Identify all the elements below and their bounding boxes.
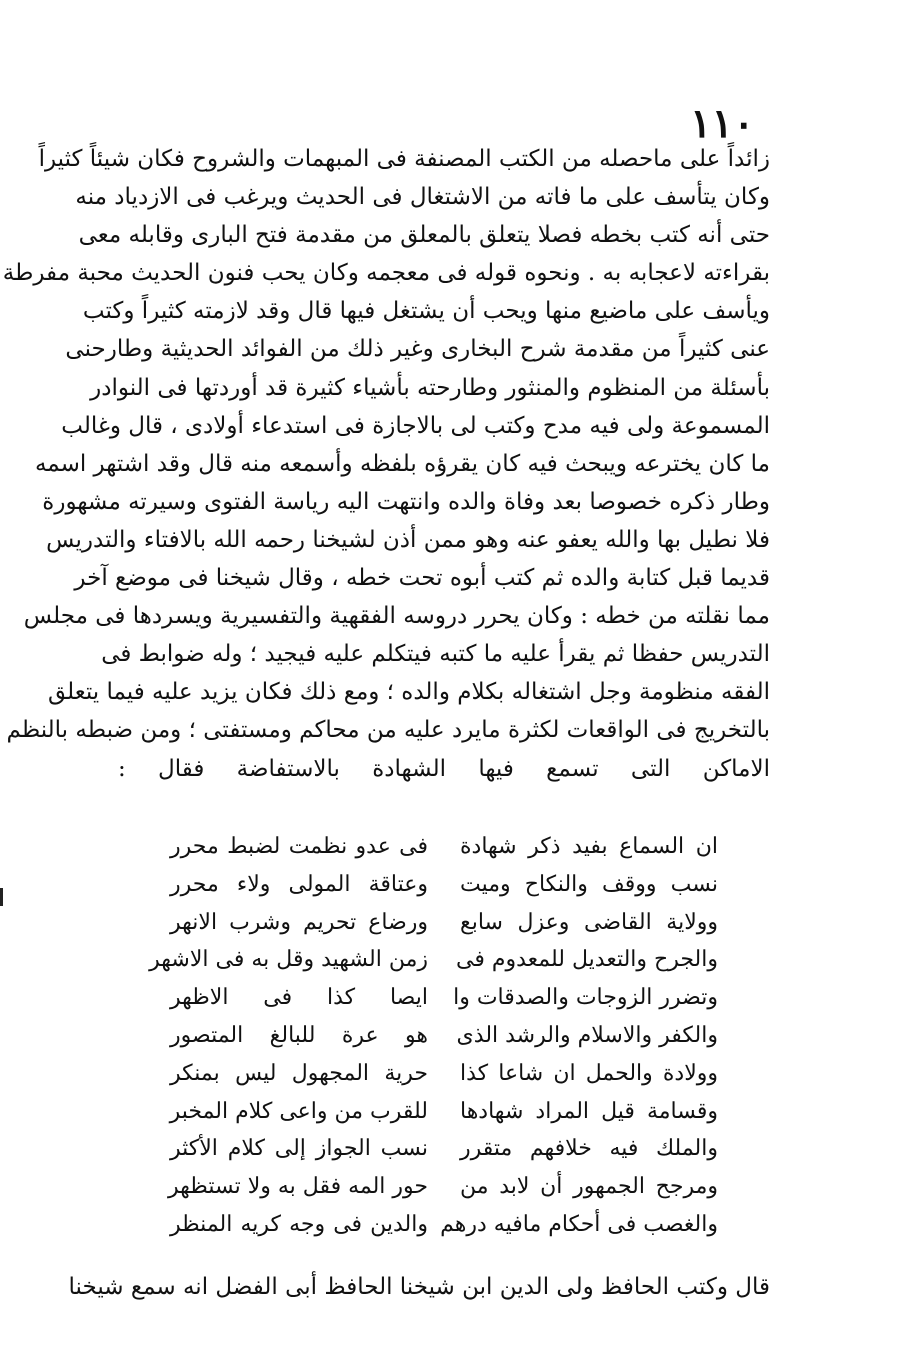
verse-second-hemistich: للقرب من واعى كلام المخبر: [169, 1098, 428, 1124]
verse-line: [170, 1130, 718, 1168]
prose-line: بأسئلة من المنظوم والمنثور وطارحته بأشياء كثيرة قد أوردتها فى النوادر: [90, 374, 770, 401]
verse-first-hemistich: وولاية القاضى وعزل سابع: [460, 909, 718, 935]
verse-line: [170, 828, 718, 866]
verse-block: [149, 828, 718, 1244]
prose-line: التدريس حفظا ثم يقرأ عليه ما كتبه فيتكلم عليه فيجيد ؛ وله ضوابط فى: [101, 641, 770, 668]
prose-line: الفقه منظومة وجل اشتغاله بكلام والده ؛ ومع ذلك فكان يزيد عليه فيما يتعلق: [47, 679, 770, 706]
closing-line: قال وكتب الحافظ ولى الدين ابن شيخنا الحافظ أبى الفضل انه سمع شيخنا: [68, 1274, 770, 1300]
verse-second-hemistich: والدين فى وجه كريه المنظر: [170, 1211, 428, 1237]
verse-first-hemistich: والكفر والاسلام والرشد الذى: [456, 1022, 718, 1048]
verse-line: [149, 941, 718, 979]
verse-line: [170, 1206, 718, 1244]
prose-line: الاماكن التى تسمع فيها الشهادة بالاستفاضة فقال :: [118, 755, 770, 782]
prose-line: مما نقلته من خطه : وكان يحرر دروسه الفقهية والتفسيرية ويسردها فى مجلس: [23, 603, 770, 630]
verse-line: [170, 904, 718, 942]
prose-line: ما كان يخترعه ويبحث فيه كان يقرؤه بلفظه وأسمعه منه قال وقد اشتهر اسمه: [34, 450, 770, 477]
scan-edge-mark: [0, 888, 3, 906]
verse-first-hemistich: وقسامة قيل المراد شهادها: [460, 1098, 718, 1124]
prose-line: حتى أنه كتب بخطه فصلا يتعلق بالمعلق من مقدمة فتح البارى وقابله معى: [78, 222, 770, 249]
prose-line: وطار ذكره خصوصا بعد وفاة والده وانتهت اليه رياسة الفتوى وسيرته مشهورة: [42, 488, 770, 515]
verse-second-hemistich: فى عدو نظمت لضبط محرر: [170, 834, 428, 859]
prose-block: [2, 140, 770, 788]
verse-second-hemistich: زمن الشهيد وقل به فى الاشهر: [149, 947, 428, 973]
verse-line: [170, 1017, 718, 1055]
verse-second-hemistich: ايصا كذا فى الاظهر: [170, 985, 428, 1011]
prose-line: ويأسف على ماضيع منها ويحب أن يشتغل فيها قال وقد لازمته كثيراً وكتب: [82, 298, 770, 325]
verse-line: [170, 979, 718, 1017]
verse-first-hemistich: والغصب فى أحكام مافيه درهم: [440, 1211, 718, 1237]
verse-second-hemistich: حور المه فقل به ولا تستظهر: [168, 1174, 428, 1200]
prose-line: فلا نطيل بها والله يعفو عنه وهو ممن أذن لشيخنا رحمه الله بالافتاء والتدريس: [46, 526, 770, 553]
verse-line: [170, 1055, 718, 1093]
prose-line: قديما قبل كتابة والده ثم كتب أبوه تحت خطه ، وقال شيخنا فى موضع آخر: [74, 565, 770, 592]
verse-first-hemistich: وولادة والحمل ان شاعا كذا: [460, 1060, 718, 1086]
verse-second-hemistich: نسب الجواز إلى كلام الأكثر: [170, 1136, 428, 1162]
prose-line: عنى كثيراً من مقدمة شرح البخارى وغير ذلك من الفوائد الحديثية وطارحنى: [65, 336, 770, 363]
verse-first-hemistich: ومرجح الجمهور أن لابد من: [460, 1174, 718, 1200]
page-number: ١١٠: [690, 100, 755, 147]
verse-second-hemistich: ورضاع تحريم وشرب الانهر: [170, 909, 428, 935]
prose-line: بالتخريج فى الواقعات لكثرة مايرد عليه من محاكم ومستفتى ؛ ومن ضبطه بالنظم: [6, 717, 770, 744]
verse-line: [170, 1093, 718, 1131]
verse-first-hemistich: والملك فيه خلافهم متقرر: [460, 1136, 718, 1162]
verse-first-hemistich: نسب ووقف والنكاح وميت: [460, 871, 718, 897]
verse-second-hemistich: هو عرة للبالغ المتصور: [170, 1022, 428, 1048]
prose-line: بقراءته لاعجابه به . ونحوه قوله فى معجمه وكان يحب فنون الحديث محبة مفرطة: [2, 260, 770, 287]
prose-line: زائداً على ماحصله من الكتب المصنفة فى المبهمات والشروح فكان شيئاً كثيراً: [38, 146, 770, 172]
verse-first-hemistich: وتضرر الزوجات والصدقات وا: [453, 985, 718, 1011]
verse-line: [170, 866, 718, 904]
verse-second-hemistich: حرية المجهول ليس بمنكر: [170, 1060, 428, 1086]
prose-line: المسموعة ولى فيه مدح وكتب لى بالاجازة فى استدعاء أولادى ، قال وغالب: [61, 412, 770, 439]
verse-first-hemistich: ان السماع بفيد ذكر شهادة: [460, 834, 718, 859]
verse-line: [170, 1168, 718, 1206]
verse-first-hemistich: والجرح والتعديل للمعدوم فى: [456, 947, 718, 973]
prose-line: وكان يتأسف على ما فاته من الاشتغال فى الحديث ويرغب فى الازدياد منه: [75, 184, 770, 211]
verse-second-hemistich: وعتاقة المولى ولاء محرر: [170, 871, 428, 897]
